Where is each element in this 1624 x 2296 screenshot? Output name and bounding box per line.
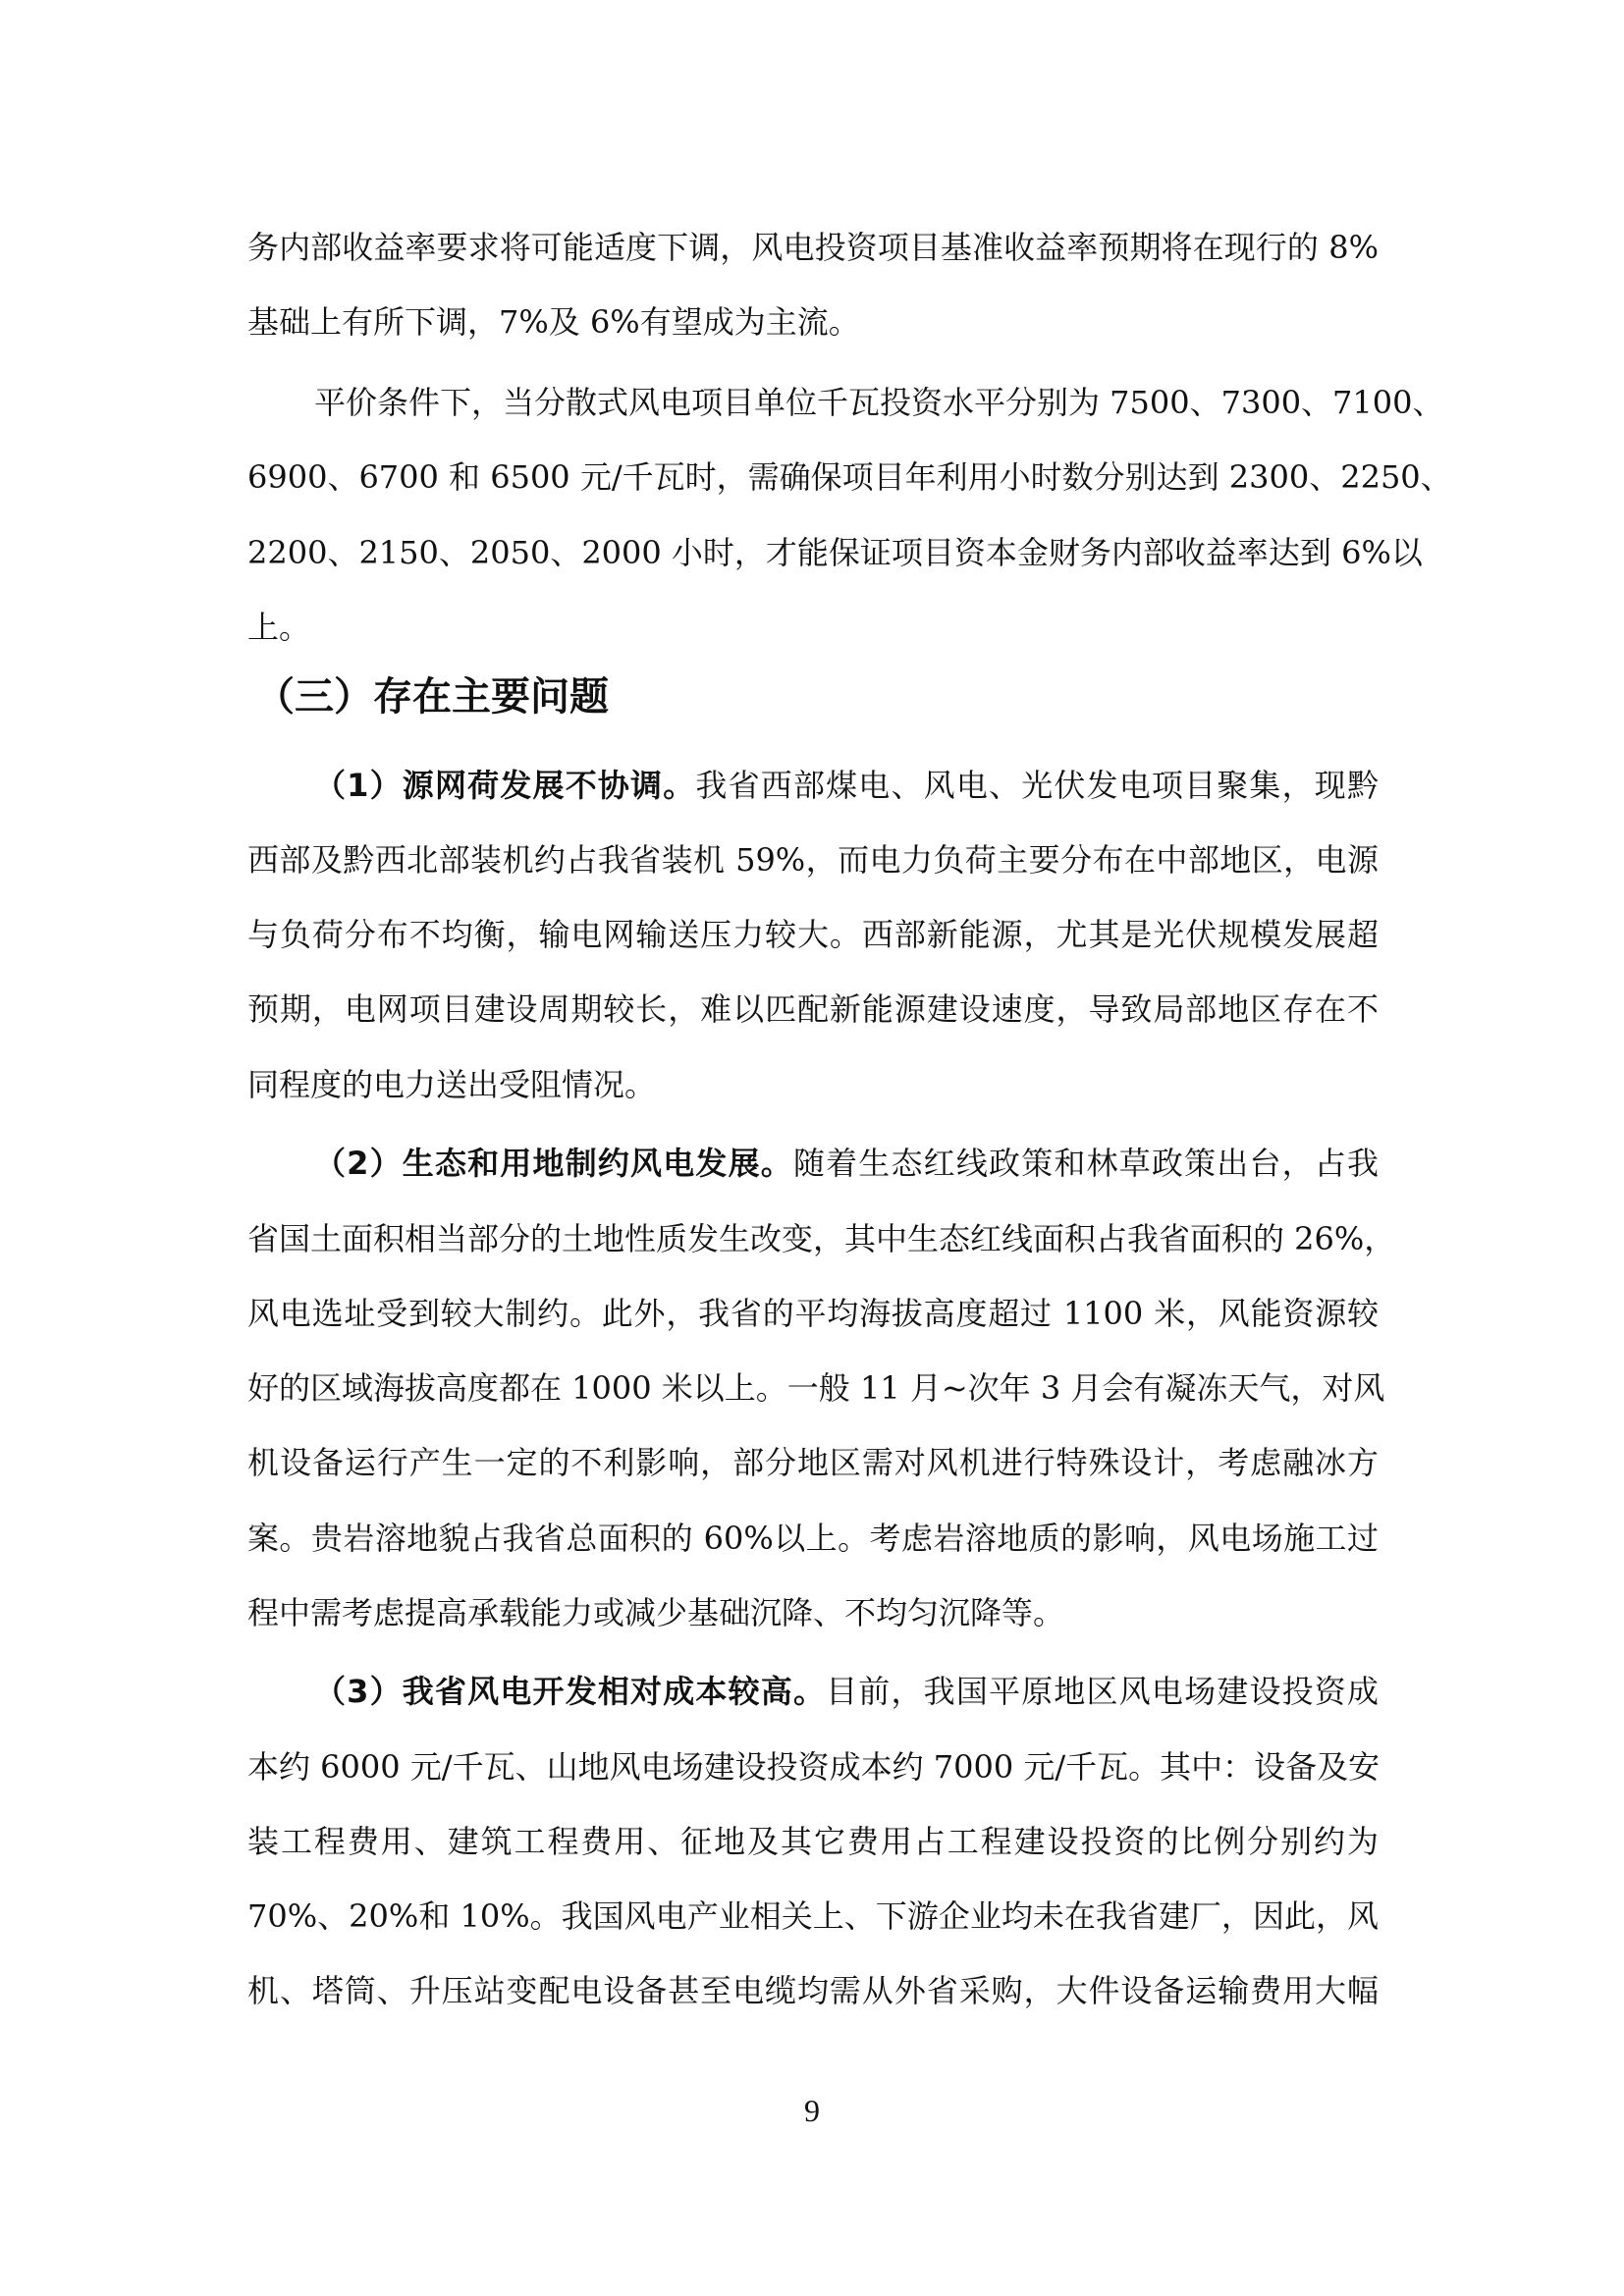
issue-3-text: 目前，我国平原地区风电场建设投资成 [826,1673,1379,1710]
issue-3-title: （3）我省风电开发相对成本较高。 [314,1673,827,1710]
text-line: 基础上有所下调，7%及 6%有望成为主流。 [247,303,860,341]
text-line: 装工程费用、建筑工程费用、征地及其它费用占工程建设投资的比例分别约为 [247,1823,1379,1860]
text-line [247,1672,1379,1711]
text-line: 省国土面积相当部分的土地性质发生改变，其中生态红线面积占我省面积的 26%， [247,1220,1396,1257]
text-line: 风电选址受到较大制约。此外，我省的平均海拔高度超过 1100 米，风能资源较 [247,1295,1379,1332]
text-line: 案。贵岩溶地貌占我省总面积的 60%以上。考虑岩溶地质的影响，风电场施工过 [247,1520,1379,1557]
text-line: 平价条件下，当分散式风电项目单位千瓦投资水平分别为 7500、7300、7100、 [314,384,1444,421]
page-number: 9 [804,2093,820,2128]
issue-1-text: 我省西部煤电、风电、光伏发电项目聚集，现黔 [695,767,1379,804]
text-line: 机设备运行产生一定的不利影响，部分地区需对风机进行特殊设计，考虑融冰方 [247,1444,1379,1481]
text-line: 同程度的电力送出受阻情况。 [247,1066,657,1103]
text-line: 好的区域海拔高度都在 1000 米以上。一般 11 月~次年 3 月会有凝冻天气，对风 [247,1369,1385,1407]
text-line: 70%、20%和 10%。我国风电产业相关上、下游企业均未在我省建厂，因此，风 [247,1897,1379,1935]
issue-2-text: 随着生态红线政策和林草政策出台，占我 [792,1145,1379,1182]
text-line [247,1144,1379,1183]
text-line: 2200、2150、2050、2000 小时，才能保证项目资本金财务内部收益率达到 6%以 [247,534,1423,571]
text-line: 西部及黔西北部装机约占我省装机 59%，而电力负荷主要分布在中部地区，电源 [247,841,1379,879]
issue-1-title: （1）源网荷发展不协调。 [314,767,696,804]
text-line [247,766,1379,805]
text-line: 预期，电网项目建设周期较长，难以匹配新能源建设速度，导致局部地区存在不 [247,990,1379,1028]
text-line: 与负荷分布不均衡，输电网输送压力较大。西部新能源，尤其是光伏规模发展超 [247,916,1379,953]
text-line: 上。 [247,609,311,646]
text-line: 6900、6700 和 6500 元/千瓦时，需确保项目年利用小时数分别达到 2300、2250、 [247,458,1452,496]
issue-2-title: （2）生态和用地制约风电发展。 [314,1145,793,1182]
section-heading: （三）存在主要问题 [255,674,609,720]
text-line: 务内部收益率要求将可能适度下调，风电投资项目基准收益率预期将在现行的 8% [247,229,1379,266]
text-line: 程中需考虑提高承载能力或减少基础沉降、不均匀沉降等。 [247,1594,1065,1631]
text-line: 本约 6000 元/千瓦、山地风电场建设投资成本约 7000 元/千瓦。其中：设备及安 [247,1748,1380,1786]
text-line: 机、塔筒、升压站变配电设备甚至电缆均需从外省采购，大件设备运输费用大幅 [247,1972,1379,2009]
